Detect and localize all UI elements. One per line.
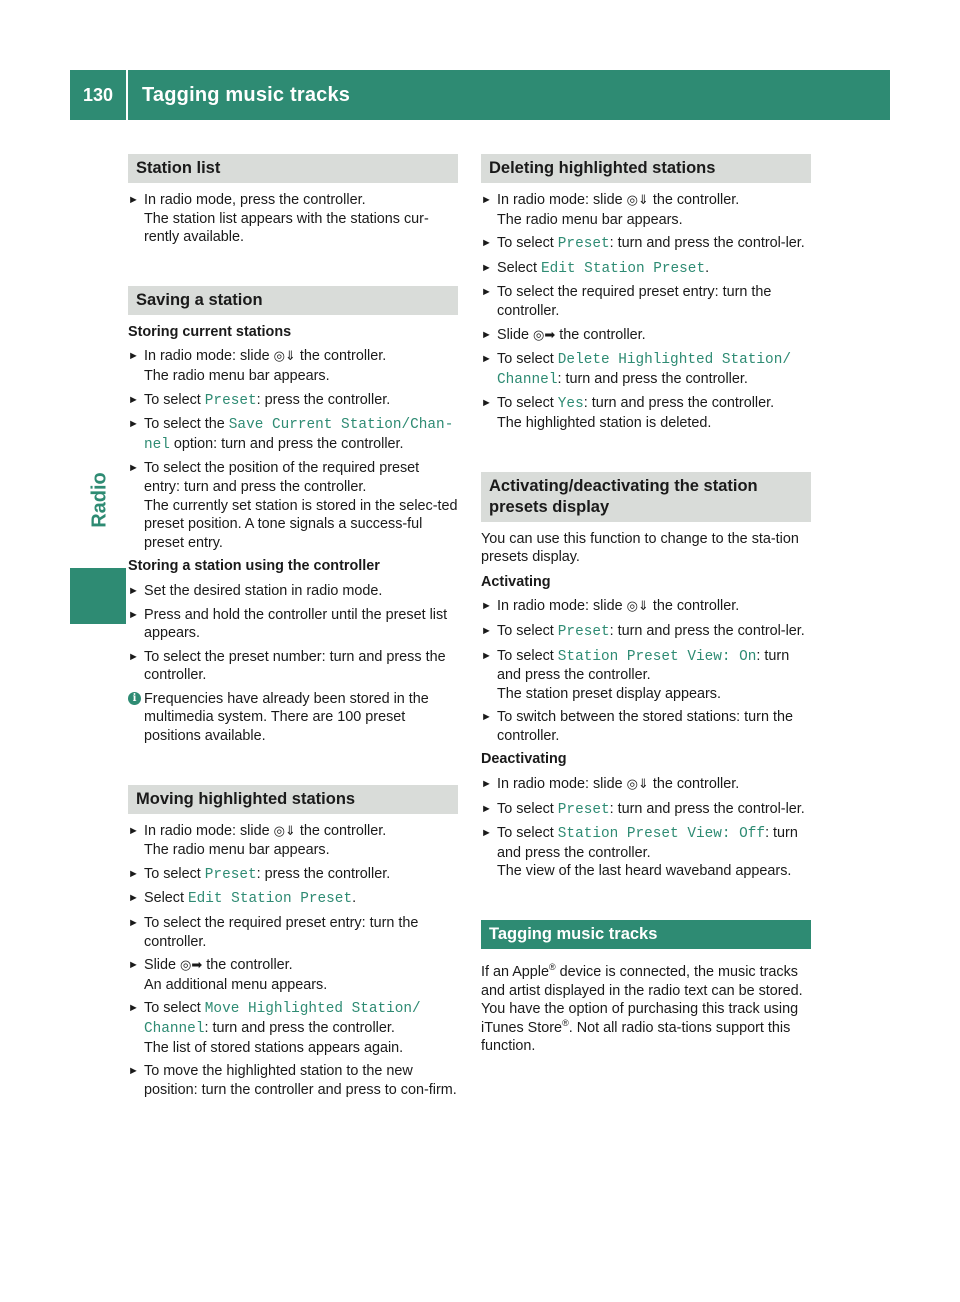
menu-item-code: Preset bbox=[557, 801, 610, 818]
step bbox=[481, 326, 811, 346]
page-header bbox=[70, 70, 890, 120]
step bbox=[481, 622, 811, 642]
step bbox=[128, 606, 458, 643]
arrow-icon: ► bbox=[481, 194, 492, 206]
section-title: Saving a station bbox=[128, 286, 458, 315]
step-text: To select the position of the required preset entry: turn and press the controller. bbox=[144, 460, 420, 495]
step-text: To select the preset number: turn and press the controller. bbox=[144, 648, 446, 684]
subheading: Activating bbox=[481, 573, 551, 590]
step-text: To move the highlighted station to the new position: turn the controller and press to con-firm. bbox=[144, 1063, 457, 1098]
step-result: The station preset display appears. bbox=[497, 685, 721, 702]
arrow-icon: ► bbox=[128, 824, 139, 837]
arrow-icon: ► bbox=[128, 393, 139, 406]
arrow-icon: ► bbox=[481, 802, 492, 815]
arrow-icon: ► bbox=[481, 600, 492, 613]
step-text: In radio mode: slide ◎⇓ the controller. bbox=[144, 822, 387, 839]
step bbox=[481, 350, 811, 389]
arrow-icon: ► bbox=[481, 261, 492, 274]
step-result: The station list appears with the stations cur-rently available. bbox=[144, 210, 429, 246]
section-title: Tagging music tracks bbox=[481, 920, 811, 949]
step-text: To select Preset: press the controller. bbox=[144, 391, 391, 409]
step bbox=[128, 582, 458, 601]
menu-item-code: Station Preset View: Off bbox=[557, 826, 766, 843]
step-text: Press and hold the controller until the preset list appears. bbox=[144, 606, 448, 642]
section-title: Moving highlighted stations bbox=[128, 785, 458, 814]
arrow-icon: ► bbox=[481, 397, 492, 410]
step bbox=[128, 459, 458, 552]
step bbox=[481, 800, 811, 820]
step-text: To select Yes: turn and press the controller. bbox=[497, 395, 775, 413]
arrow-icon: ► bbox=[128, 194, 139, 206]
section-title: Deleting highlighted stations bbox=[481, 154, 811, 183]
step bbox=[128, 956, 458, 994]
arrow-icon: ► bbox=[128, 1065, 139, 1078]
arrow-icon: ► bbox=[128, 418, 139, 431]
tagging-text: If an Apple® device is connected, the music tracks and artist displayed in the radio text can be stored. You have the option of purchasing this track using iTunes Store®. Not all radio sta-tions support this function. bbox=[481, 962, 803, 1055]
step-text: Select Edit Station Preset. bbox=[144, 890, 357, 908]
step-text: In radio mode: slide ◎⇓ the controller. bbox=[497, 776, 740, 793]
step bbox=[481, 824, 811, 881]
step-text: To select Preset: turn and press the control-ler. bbox=[497, 235, 805, 253]
step bbox=[128, 999, 458, 1057]
arrow-icon: ► bbox=[128, 462, 139, 475]
subheading: Storing current stations bbox=[128, 323, 292, 340]
step bbox=[481, 647, 811, 704]
controller-slide-down-icon: ◎⇓ bbox=[626, 193, 649, 208]
controller-slide-down-icon: ◎⇓ bbox=[273, 349, 296, 365]
page-number: 130 bbox=[82, 85, 114, 105]
left-column bbox=[128, 154, 458, 1104]
section-moving bbox=[128, 785, 458, 1100]
controller-slide-right-icon: ◎➡ bbox=[180, 958, 203, 974]
step-text: Slide ◎➡ the controller. bbox=[497, 326, 646, 343]
arrow-icon: ► bbox=[128, 917, 139, 930]
step bbox=[128, 347, 458, 385]
side-tab-marker bbox=[70, 568, 126, 624]
step bbox=[481, 708, 811, 745]
menu-item-code: Preset bbox=[204, 866, 257, 883]
section-saving bbox=[128, 286, 458, 746]
step bbox=[128, 865, 458, 885]
step-text: To select Station Preset View: Off: turn and press the controller. bbox=[497, 825, 798, 861]
arrow-icon: ► bbox=[128, 892, 139, 905]
step bbox=[481, 259, 811, 279]
step-text: In radio mode: slide ◎⇓ the controller. bbox=[144, 348, 387, 365]
step-text: To select Station Preset View: On: turn and press the controller. bbox=[497, 647, 790, 684]
step-result: The radio menu bar appears. bbox=[144, 842, 330, 859]
step bbox=[481, 234, 811, 254]
step-result: The list of stored stations appears again. bbox=[144, 1039, 404, 1056]
menu-item-code: Station Preset View: On bbox=[557, 648, 757, 665]
info-note bbox=[128, 690, 458, 746]
menu-item-code: Edit Station Preset bbox=[188, 891, 353, 908]
arrow-icon: ► bbox=[128, 959, 139, 972]
step-result: The highlighted station is deleted. bbox=[497, 414, 712, 431]
step bbox=[128, 415, 458, 454]
menu-item-code: Preset bbox=[557, 236, 610, 253]
step-result: The radio menu bar appears. bbox=[497, 211, 683, 228]
step bbox=[128, 391, 458, 411]
menu-item-code: Move Highlighted Station/ Channel bbox=[144, 1001, 421, 1037]
section-title: Station list bbox=[128, 154, 458, 183]
arrow-icon: ► bbox=[481, 711, 492, 724]
step-text: To select the Save Current Station/Chan-nel option: turn and press the controller. bbox=[144, 416, 454, 453]
menu-item-code: Preset bbox=[204, 392, 257, 409]
right-column bbox=[481, 154, 811, 1062]
controller-slide-right-icon: ◎➡ bbox=[533, 327, 556, 343]
arrow-icon: ► bbox=[481, 624, 492, 637]
arrow-icon: ► bbox=[481, 649, 492, 662]
side-tab-label: Radio bbox=[88, 472, 111, 528]
step-result: The view of the last heard waveband appears. bbox=[497, 863, 792, 880]
step-result: The currently set station is stored in the selec-ted preset position. A tone signals a success-ful preset entry. bbox=[144, 497, 458, 551]
step bbox=[128, 822, 458, 860]
step-text: In radio mode, press the controller. bbox=[144, 192, 366, 208]
step-text: Slide ◎➡ the controller. bbox=[144, 957, 293, 974]
step-result: The radio menu bar appears. bbox=[144, 367, 330, 384]
arrow-icon: ► bbox=[128, 1002, 139, 1015]
step bbox=[481, 775, 811, 795]
arrow-icon: ► bbox=[128, 867, 139, 880]
arrow-icon: ► bbox=[128, 650, 139, 663]
controller-slide-down-icon: ◎⇓ bbox=[626, 599, 649, 615]
step-result: An additional menu appears. bbox=[144, 976, 328, 993]
arrow-icon: ► bbox=[481, 286, 492, 299]
menu-item-code: Delete Highlighted Station/ Channel bbox=[497, 352, 791, 388]
arrow-icon: ► bbox=[481, 237, 492, 250]
step-text: To select Preset: turn and press the control-ler. bbox=[497, 622, 805, 640]
menu-item-code: Edit Station Preset bbox=[541, 260, 706, 277]
step-text: To select Move Highlighted Station/ Channel: turn and press the controller. bbox=[144, 1000, 421, 1037]
section-deleting bbox=[481, 154, 811, 433]
arrow-icon: ► bbox=[128, 350, 139, 363]
step bbox=[128, 889, 458, 909]
section-tagging bbox=[481, 920, 811, 1056]
section-activating bbox=[481, 472, 811, 882]
step-text: Set the desired station in radio mode. bbox=[144, 582, 383, 599]
controller-slide-down-icon: ◎⇓ bbox=[273, 823, 296, 839]
step-text: To select Delete Highlighted Station/ Channel: turn and press the controller. bbox=[497, 351, 791, 388]
step bbox=[128, 1062, 458, 1099]
subheading: Deactivating bbox=[481, 751, 567, 768]
step-text: To select the required preset entry: turn the controller. bbox=[497, 284, 772, 319]
step-text: To select Preset: press the controller. bbox=[144, 865, 391, 883]
header-divider bbox=[126, 70, 128, 120]
section-title: Activating/deactivating the station presets display bbox=[481, 472, 811, 522]
step bbox=[128, 914, 458, 951]
info-icon: i bbox=[128, 692, 141, 705]
arrow-icon: ► bbox=[481, 353, 492, 366]
menu-item-code: Preset bbox=[557, 623, 610, 640]
step-text: In radio mode: slide ◎⇓ the controller. bbox=[497, 192, 740, 208]
step bbox=[481, 394, 811, 432]
arrow-icon: ► bbox=[128, 584, 139, 597]
menu-item-code: Save Current Station/Chan-nel bbox=[144, 417, 454, 453]
arrow-icon: ► bbox=[481, 778, 492, 791]
step bbox=[481, 283, 811, 320]
menu-item-code: Yes bbox=[557, 396, 584, 413]
step-text: To switch between the stored stations: turn the controller. bbox=[497, 709, 793, 744]
step bbox=[481, 597, 811, 617]
step-text: In radio mode: slide ◎⇓ the controller. bbox=[497, 598, 740, 615]
arrow-icon: ► bbox=[481, 328, 492, 341]
step bbox=[128, 648, 458, 685]
step-text: To select the required preset entry: turn the controller. bbox=[144, 915, 419, 950]
step-text: To select Preset: turn and press the control-ler. bbox=[497, 800, 805, 818]
arrow-icon: ► bbox=[128, 608, 139, 621]
arrow-icon: ► bbox=[481, 827, 492, 840]
side-tab-label-wrap bbox=[85, 460, 115, 540]
step bbox=[481, 191, 811, 229]
page-title: Tagging music tracks bbox=[142, 84, 351, 106]
intro-text: You can use this function to change to the sta-tion presets display. bbox=[481, 530, 799, 566]
controller-slide-down-icon: ◎⇓ bbox=[626, 777, 649, 793]
step-text: Select Edit Station Preset. bbox=[497, 259, 710, 277]
note-text: Frequencies have already been stored in the multimedia system. There are 100 preset positions available. bbox=[144, 690, 429, 745]
subheading: Storing a station using the controller bbox=[128, 558, 380, 575]
section-station-list bbox=[128, 154, 458, 247]
step bbox=[128, 191, 458, 247]
